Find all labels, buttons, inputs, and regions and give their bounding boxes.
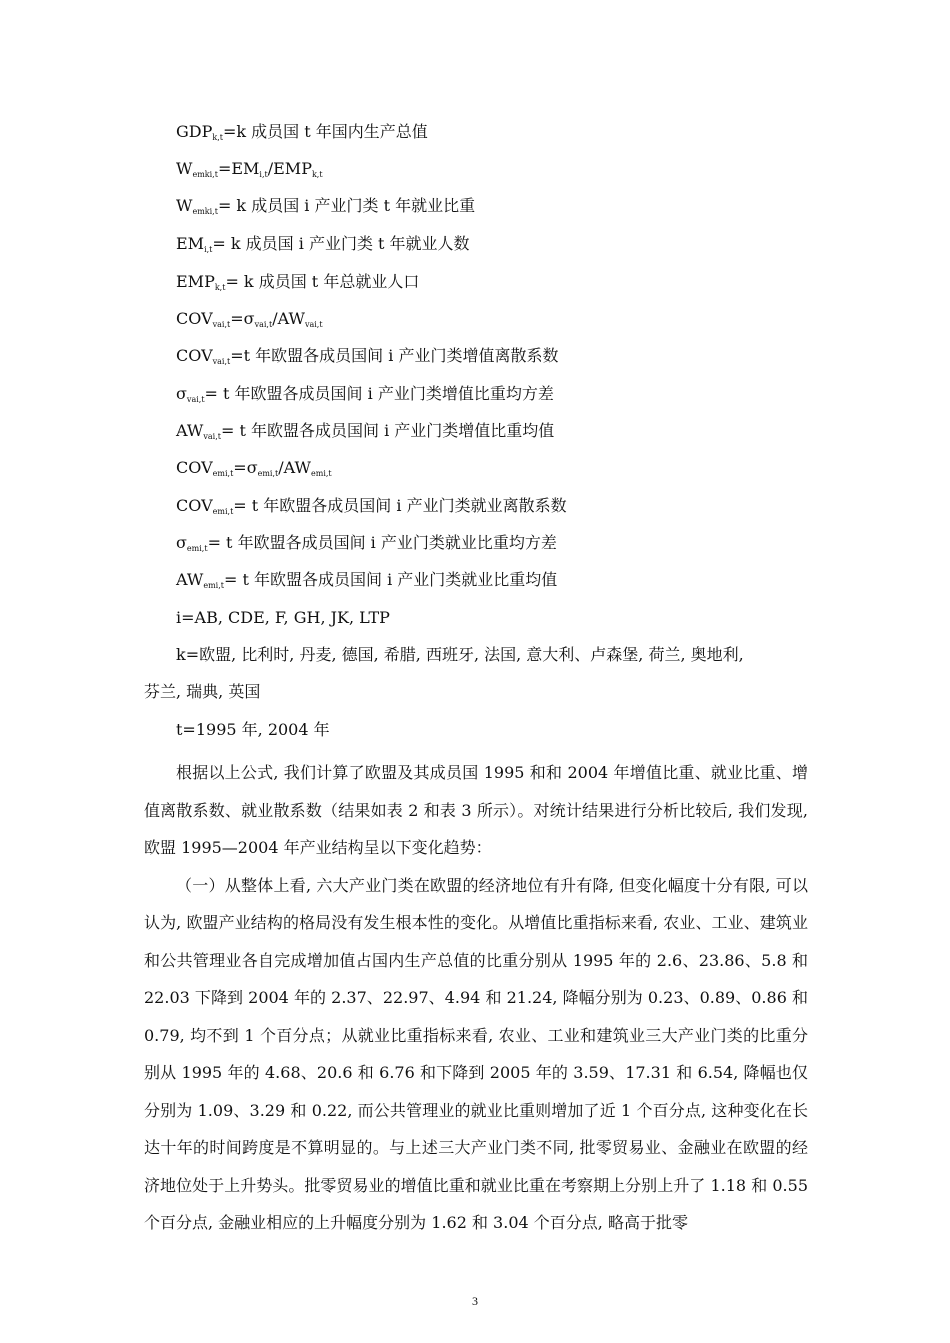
formula-line [176, 384, 554, 410]
formula-text: = k 成员国 i 产业门类 t 年就业比重 [217, 196, 476, 215]
formula-text: =σ [230, 309, 255, 328]
formula-text: i=AB, CDE, F, GH, JK, LTP [176, 608, 390, 627]
formula-text: =k 成员国 t 年国内生产总值 [222, 122, 428, 141]
formula-subscript: i,t [259, 170, 268, 179]
formula-text: = t 年欧盟各成员国间 i 产业门类就业比重均方差 [207, 533, 557, 552]
formula-text: = k 成员国 t 年总就业人口 [225, 272, 420, 291]
formula-text: =σ [233, 458, 258, 477]
formula-text: = t 年欧盟各成员国间 i 产业门类增值比重均值 [220, 421, 555, 440]
formula-text: COV [176, 309, 213, 328]
formula-subscript: i,t [204, 245, 213, 254]
t-definition: t=1995 年, 2004 年 [176, 720, 330, 739]
formula-subscript: vai,t [212, 320, 231, 329]
formula-text: W [176, 196, 193, 215]
formula-line [176, 421, 554, 447]
formula-subscript: vai,t [186, 395, 205, 404]
paragraph-trend-one: （一）从整体上看, 六大产业门类在欧盟的经济地位有升有降, 但变化幅度十分有限, 可以认为, 欧盟产业结构的格局没有发生根本性的变化。从增值比重指标来看, 农业、工业、建筑业和公共管理业各自完成增加值占国内生产总值的比重分别从 1995 年的 2.6、23.86、5.8 和 22.03 下降到 2004 年的 2.37、22.97、4.94 和 21.24, 降幅分别为 0.23、0.89、0.86 和 0.79, 均不到 1 个百分点；从就业比重指标来看, 农业、工业和建筑业三大产业门类的比重分别从 1995 年的 4.68、20.6 和 6.76 和下降到 2005 年的 3.59、17.31 和 6.54, 降幅也仅分别为 1.09、3.29 和 0.22, 而公共管理业的就业比重则增加了近 1 个百分点, 这种变化在长达十年的时间跨度是不算明显的。与上述三大产业门类不同, 批零贸易业、金融业在欧盟的经济地位处于上升势头。批零贸易业的增值比重和就业比重在考察期上分别上升了 1.18 和 0.55 个百分点, 金融业相应的上升幅度分别为 1.62 和 3.04 个百分点, 略高于批零 [144, 875, 808, 1232]
formula-subscript: k,t [311, 170, 323, 179]
formula-line [176, 159, 323, 185]
formula-text: =EM [217, 159, 260, 178]
formula-subscript: emi,t [186, 544, 208, 553]
formula-line [176, 608, 390, 628]
formula-line [176, 272, 419, 298]
formula-line [176, 570, 557, 596]
formula-text: = k 成员国 i 产业门类 t 年就业人数 [212, 234, 470, 253]
formula-text: COV [176, 346, 213, 365]
formula-text: /AW [272, 309, 305, 328]
formula-line [176, 346, 558, 372]
formula-subscript: emi,t [257, 469, 279, 478]
formula-text: W [176, 159, 193, 178]
formula-line [176, 122, 428, 148]
formula-subscript: k,t [212, 133, 223, 142]
formula-text: = t 年欧盟各成员国间 i 产业门类就业比重均值 [224, 570, 558, 589]
formula-line [176, 458, 332, 484]
formula-line [176, 496, 567, 522]
formula-subscript: emki,t [192, 170, 218, 179]
formula-text: = t 年欧盟各成员国间 i 产业门类就业离散系数 [233, 496, 567, 515]
formula-line [176, 533, 557, 559]
formula-text: AW [176, 570, 204, 589]
formula-subscript: emi,t [212, 507, 234, 516]
formula-line [176, 645, 744, 665]
formula-text: EM [176, 234, 205, 253]
formula-text: COV [176, 496, 213, 515]
formula-subscript: k,t [214, 283, 226, 292]
page-number: 3 [472, 1294, 478, 1308]
formula-subscript: vai,t [254, 320, 273, 329]
formula-text: EMP [176, 272, 215, 291]
formula-text: σ [176, 533, 187, 552]
formula-text: COV [176, 458, 213, 477]
formula-line [176, 196, 475, 222]
formula-subscript: emi,t [311, 469, 332, 478]
formula-text: σ [176, 384, 187, 403]
formula-subscript: emi,t [203, 581, 224, 590]
formula-text: /AW [278, 458, 311, 477]
formula-subscript: vai,t [304, 320, 323, 329]
formula-text: = t 年欧盟各成员国间 i 产业门类增值比重均方差 [204, 384, 554, 403]
formula-subscript: emki,t [192, 207, 218, 216]
formula-text: /EMP [267, 159, 312, 178]
paragraph-results-intro: 根据以上公式, 我们计算了欧盟及其成员国 1995 和和 2004 年增值比重、就业比重、增值离散系数、就业散系数（结果如表 2 和表 3 所示）。对统计结果进行分析比较后, 我们发现, 欧盟 1995—2004 年产业结构呈以下变化趋势： [144, 763, 808, 857]
formula-text: =t 年欧盟各成员国间 i 产业门类增值离散系数 [230, 346, 559, 365]
formula-text: GDP [176, 122, 213, 141]
formula-line [176, 234, 470, 260]
formula-subscript: vai,t [203, 432, 221, 441]
k-definition-continuation: 芬兰, 瑞典, 英国 [144, 682, 261, 701]
formula-line [176, 309, 323, 335]
formula-subscript: vai,t [212, 357, 231, 366]
formula-subscript: emi,t [212, 469, 234, 478]
formula-text: k=欧盟, 比利时, 丹麦, 德国, 希腊, 西班牙, 法国, 意大利、卢森堡, 荷兰, 奥地利, [176, 645, 744, 664]
formula-text: AW [176, 421, 204, 440]
body-text [144, 754, 808, 1242]
